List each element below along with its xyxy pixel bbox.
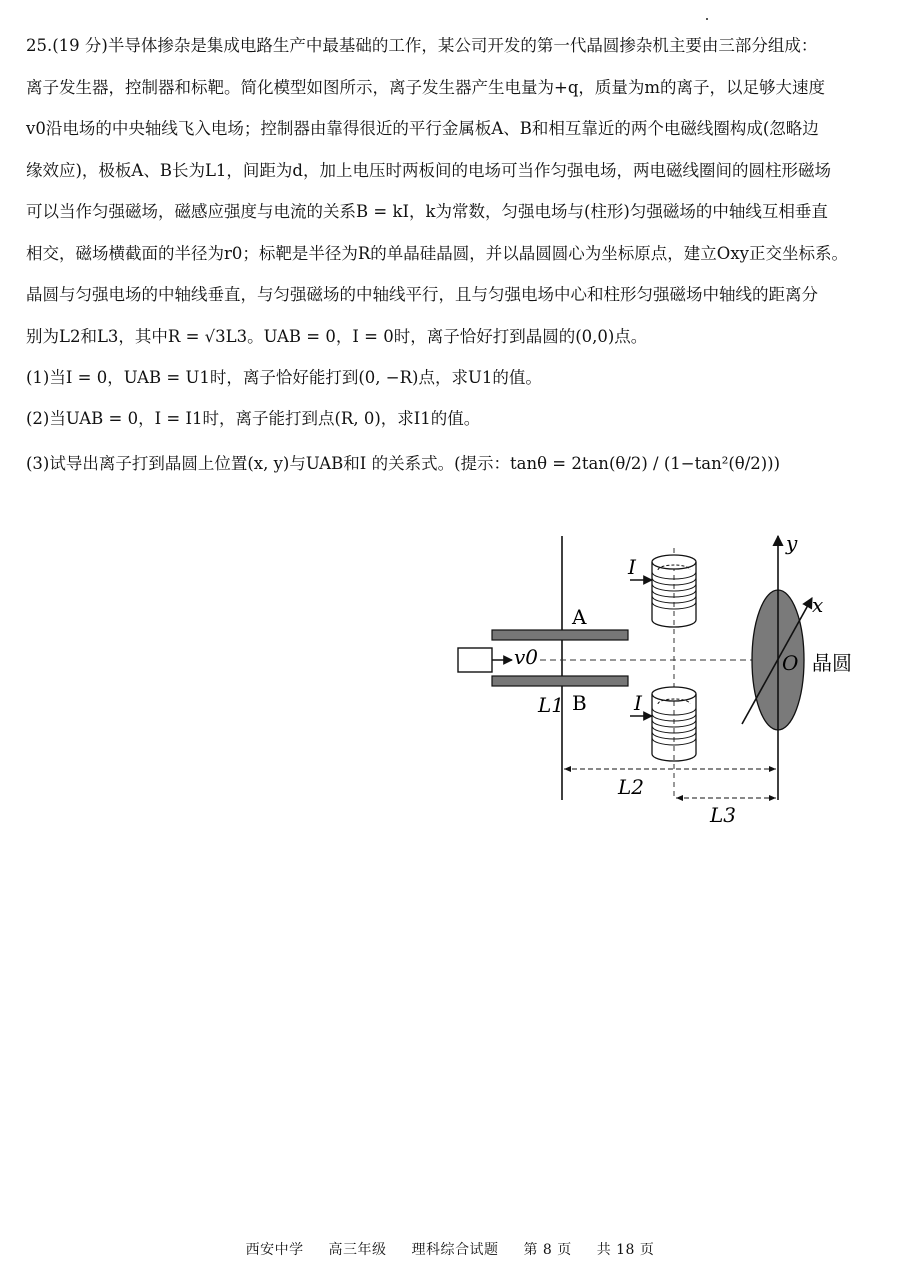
wafer-label: 晶圆 [812,651,852,675]
problem-line-5: 可以当作匀强磁场，磁感应强度与电流的关系B = kI，k为常数，匀强电场与(柱形)匀强磁场的中轴线互相垂直 [26,202,828,221]
ion-source [458,648,492,672]
question-1: (1)当I = 0，UAB = U1时，离子恰好能打到(0, −R)点，求U1的值。 [26,368,542,387]
axis-y-label: y [786,531,798,555]
plate-b-shape [492,676,628,686]
current-label-top: I [628,555,636,579]
footer-school: 西安中学 [245,1242,304,1258]
footer-total: 共 18 页 [596,1242,655,1258]
question-2: (2)当UAB = 0，I = I1时，离子能打到点(R, 0)，求I1的值。 [26,409,481,428]
plate-a-shape [492,630,628,640]
problem-line-3: v0沿电场的中央轴线飞入电场；控制器由靠得很近的平行金属板A、B和相互靠近的两个电磁线圈构成(忽略边 [26,119,819,138]
plate-b-label: B [572,691,587,715]
length-l2-label: L2 [618,775,645,799]
length-l1-label: L1 [538,693,565,717]
problem-number: 25. [26,36,53,55]
footer-exam: 理科综合试题 [411,1242,499,1258]
scan-dot [706,18,708,20]
top-coil [652,555,696,627]
problem-line-6: 相交，磁场横截面的半径为r0；标靶是半径为R的单晶硅晶圆，并以晶圆圆心为坐标原点，建立Oxy正交坐标系。 [26,243,848,263]
current-label-bottom: I [634,691,642,715]
plate-a-label: A [572,605,587,629]
apparatus-diagram [440,528,880,838]
problem-score: (19 分) [52,36,108,55]
footer-page: 第 8 页 [523,1242,572,1258]
problem-line-7: 晶圆与匀强电场的中轴线垂直，与匀强磁场的中轴线平行，且与匀强电场中心和柱形匀强磁场中轴线的距离分 [26,285,818,304]
axis-x-label: x [812,593,824,617]
problem-line-2: 离子发生器，控制器和标靶。简化模型如图所示，离子发生器产生电量为+q，质量为m的离子，以足够大速度 [26,77,826,97]
problem-line-1: 25.(19 分)半导体掺杂是集成电路生产中最基础的工作，某公司开发的第一代晶圆掺杂机主要由三部分组成： [26,36,818,55]
problem-25 [26,36,876,495]
page-footer [0,1239,900,1259]
velocity-label: v0 [514,645,539,669]
problem-line-8: 别为L2和L3，其中R = √3L3。UAB = 0，I = 0时，离子恰好打到晶圆的(0,0)点。 [26,326,648,346]
footer-grade: 高三年级 [328,1242,387,1258]
problem-line-4: 缘效应)，极板A、B长为L1，间距为d，加上电压时两板间的电场可当作匀强电场，两电磁线圈间的圆柱形磁场 [26,160,831,180]
origin-label: O [782,651,799,675]
length-l3-label: L3 [710,803,737,827]
question-3: (3)试导出离子打到晶圆上位置(x, y)与UAB和I 的关系式。(提示：tanθ = 2tan(θ/2) / (1−tan²(θ/2))) [26,454,781,473]
